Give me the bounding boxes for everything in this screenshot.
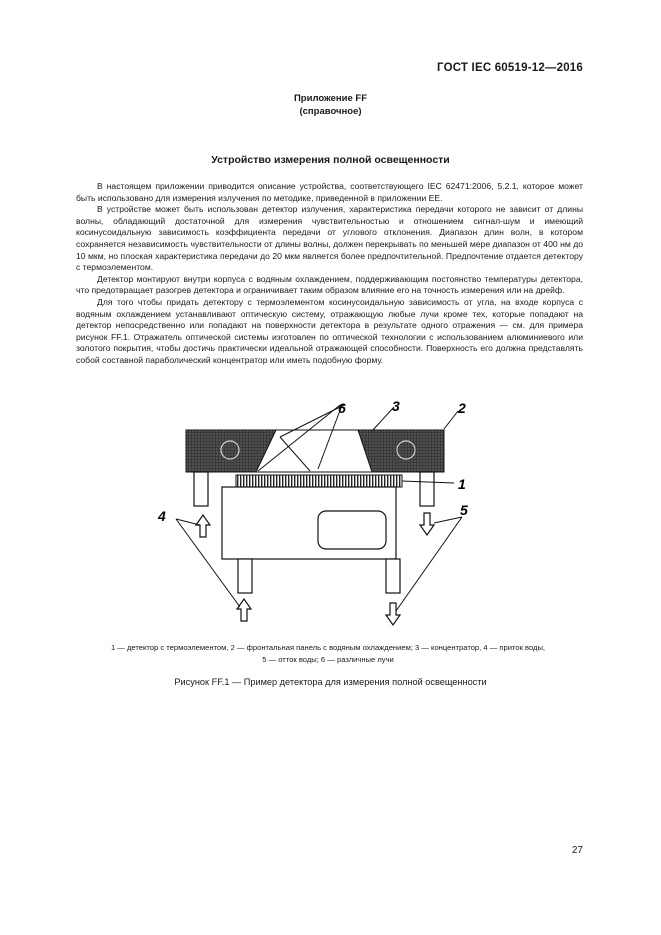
paragraph: В устройстве может быть использован детектор излучения, характеристика передачи которого не зависит от длины волны, обладающий достаточной для измерения чувствительностью и отношением сигнал-шум и имеющий косинусоидальную зависимость коэффициента передачи от углового отклонения. Диапазон длин волн, в котором сохраняется независимость чувствительности от длины волны, должен перекрывать по меньшей мере диапазон от 400 нм до 10 мкм, но плоская характеристика передачи до 20 мкм является более предпочтительной. Предпочтение отдается детектору с термоэлементом. — [76, 204, 583, 273]
post — [194, 472, 208, 506]
post — [238, 559, 252, 593]
front-panel — [186, 430, 444, 472]
legend-line: 1 — детектор с термоэлементом, 2 — фронтальная панель с водяным охлаждением; 3 — концентратор, 4 — приток воды, — [110, 643, 546, 652]
body-text — [76, 181, 583, 367]
paragraph: Детектор монтируют внутри корпуса с водяным охлаждением, поддерживающим постоянство температуры детектора, что предотвращает разогрев детектора и ограничивает таким образом влияние его на точность измерения или на дрейф. — [76, 273, 583, 296]
thermopile-detector — [236, 475, 402, 487]
figure-caption: Рисунок FF.1 — Пример детектора для измерения полной освещенности — [174, 677, 487, 687]
annex-subtitle: (справочное) — [299, 106, 362, 117]
annex-heading — [0, 92, 661, 118]
section-title: Устройство измерения полной освещенности — [211, 154, 450, 166]
standard-id: ГОСТ IEC 60519-12—2016 — [437, 62, 583, 74]
callout-1: 1 — [458, 476, 466, 492]
legend-line: 5 — отток воды; 6 — различные лучи — [262, 655, 394, 664]
paragraph: Для того чтобы придать детектору с термоэлементом косинусоидальную зависимость от угла, на входе корпуса с водяным охлаждением устанавливают оптическую систему, отражающую любые лучи кроме тех, которые попадают на детектор непосредственно или попадают на поверхности детектора в результате одного отражения — см. для примера рисунок FF.1. Отражатель оптической системы изготовлен по оптической технологии с использованием алюминиевого или золотого покрытия, чтобы достичь практически идеальной отражающей способности. Поверхность его должна представлять собой составной параболический концентратор или иметь подобную форму. — [76, 296, 583, 365]
housing-window — [318, 511, 386, 549]
paragraph: В настоящем приложении приводится описание устройства, соответствующего IEC 62471:2006, 5.2.1, которое может быть использовано для измерения излучения по методике, приведенной в приложении ЕЕ. — [76, 181, 583, 203]
detector-figure — [150, 397, 490, 637]
annex-title: Приложение FF — [293, 93, 368, 104]
post — [386, 559, 400, 593]
callout-2: 2 — [458, 400, 466, 416]
callout-3: 3 — [392, 398, 400, 414]
callout-6: 6 — [338, 400, 346, 416]
figure-legend — [60, 642, 596, 666]
post — [420, 472, 434, 506]
callout-4: 4 — [158, 508, 166, 524]
page-number: 27 — [571, 845, 583, 856]
callout-5: 5 — [460, 502, 468, 518]
detector-diagram — [150, 397, 490, 632]
